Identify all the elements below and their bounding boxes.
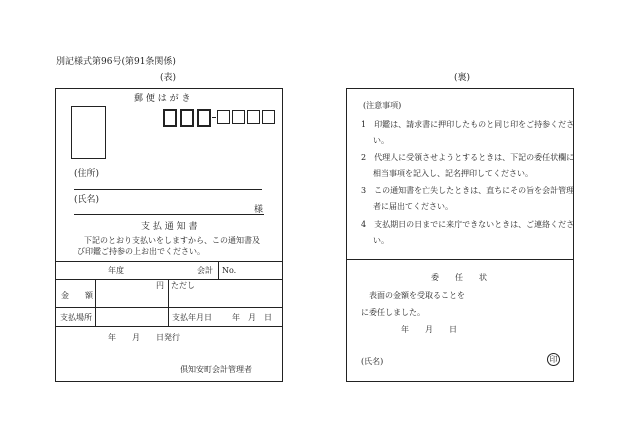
divider: [347, 259, 573, 260]
notice-title: 支 払 通 知 書: [141, 222, 198, 232]
notice-line-2: び印鑑ご持参の上お出でください。: [77, 247, 205, 256]
note-1-line-1: 1 印鑑は、請求書に押印したものと同じ印をご持参くださ: [361, 120, 575, 129]
proxy-date: 年 月 日: [401, 325, 457, 334]
stamp-box: [71, 106, 106, 159]
number-label: No.: [222, 266, 237, 275]
note-label: ただし: [171, 281, 195, 290]
name-label: (氏名): [74, 195, 100, 205]
address-line: [74, 189, 262, 190]
note-4-line-2: い。: [373, 236, 389, 245]
pay-place-label: 支払場所: [60, 313, 92, 322]
notes-title: (注意事項): [363, 101, 402, 110]
note-2-line-2: 相当事項を記入し、記名押印してください。: [373, 169, 533, 178]
note-1-line-2: い。: [373, 136, 389, 145]
note-3-line-1: 3 この通知書を亡失したときは、直ちにその旨を会計管理: [361, 186, 575, 195]
seal-mark: 印: [547, 353, 560, 366]
name-line: [74, 214, 264, 215]
front-label: (表): [160, 73, 177, 83]
yen-unit: 円: [156, 281, 164, 290]
front-card: [55, 88, 283, 382]
proxy-line-1: 表面の金額を受取ることを: [369, 291, 465, 300]
pay-date-value: 年 月 日: [232, 313, 272, 322]
notice-line-1: 下記のとおり支払いをしますから、この通知書及: [84, 236, 260, 245]
fiscal-year-label: 年度: [108, 266, 124, 275]
address-label: (住所): [74, 169, 100, 179]
account-label: 会計: [197, 266, 213, 275]
pay-date-label: 支払年月日: [172, 313, 212, 322]
note-4-line-1: 4 支払期日の日までに来庁できないときは、ご連絡くださ: [361, 220, 575, 229]
note-3-line-2: 者に届出てください。: [373, 202, 453, 211]
proxy-name-label: (氏名): [361, 357, 384, 366]
proxy-line-2: に委任しました。: [361, 308, 425, 317]
honorific: 様: [254, 205, 264, 215]
form-reference: 別記様式第96号(第91条関係): [56, 57, 176, 67]
postcard-title: 郵 便 は が き: [134, 94, 191, 104]
note-2-line-1: 2 代理人に受領させようとするときは、下記の委任状欄に: [361, 153, 575, 162]
issue-date: 年 月 日発行: [108, 333, 180, 342]
back-card: [346, 88, 574, 382]
proxy-title: 委 任 状: [431, 273, 487, 282]
back-label: (裏): [454, 73, 471, 83]
issuer: 倶知安町会計管理者: [180, 365, 252, 374]
amount-label: 金 額: [61, 291, 93, 300]
